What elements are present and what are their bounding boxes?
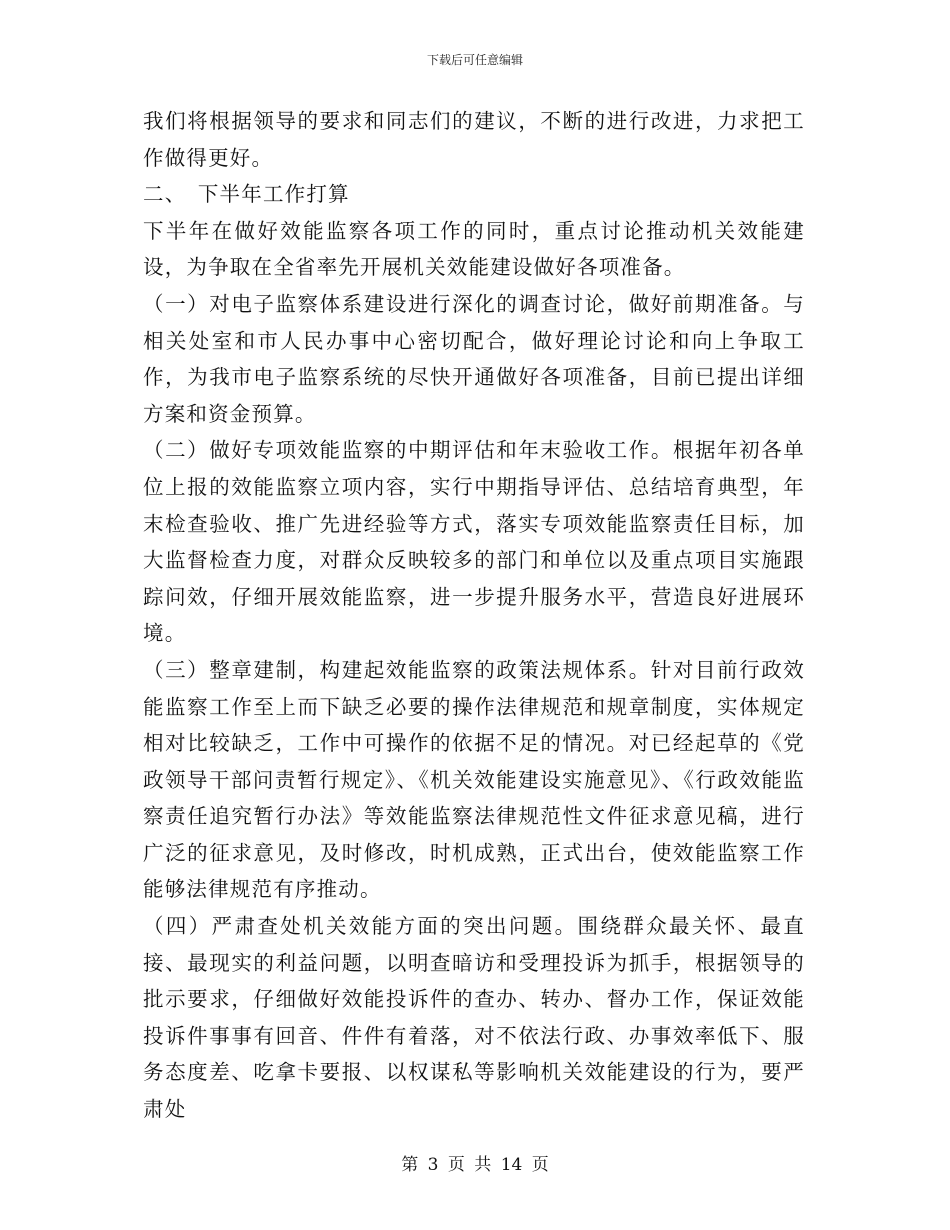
paragraph-overview: 下半年在做好效能监察各项工作的同时，重点讨论推动机关效能建设，为争取在全省率先开展机关效能建设做好各项准备。	[143, 218, 805, 280]
page-header: 下载后可任意编辑	[426, 53, 523, 67]
paragraph-item-4: （四）严肃查处机关效能方面的突出问题。围绕群众最关怀、最直接、最现实的利益问题，以明查暗访和受理投诉为抓手，根据领导的批示要求，仔细做好效能投诉件的查办、转办、督办工作，保证效能投诉件事事有回音、件件有着落，对不依法行政、办事效率低下、服务态度差、吃拿卡要报、以权谋私等影响机关效能建设的行为，要严肃处	[143, 914, 805, 1122]
document-body	[143, 103, 805, 1128]
paragraph-item-3: （三）整章建制，构建起效能监察的政策法规体系。针对目前行政效能监察工作至上而下缺乏必要的操作法律规范和规章制度，实体规定相对比较缺乏，工作中可操作的依据不足的情况。对已经起草的《党政领导干部问责暂行规定》、《机关效能建设实施意见》、《行政效能监察责任追究暂行办法》等效能监察法律规范性文件征求意见稿，进行广泛的征求意见，及时修改，时机成熟，正式出台，使效能监察工作能够法律规范有序推动。	[143, 657, 805, 902]
section-heading: 二、 下半年工作打算	[143, 182, 350, 207]
page-number: 第 3 页 共 14 页	[401, 1155, 549, 1175]
paragraph-intro: 我们将根据领导的要求和同志们的建议，不断的进行改进，力求把工作做得更好。	[143, 109, 805, 170]
paragraph-item-1: （一）对电子监察体系建设进行深化的调查讨论，做好前期准备。与相关处室和市人民办事中心密切配合，做好理论讨论和向上争取工作，为我市电子监察系统的尽快开通做好各项准备，目前已提出详细方案和资金预算。	[143, 291, 805, 426]
paragraph-item-2: （二）做好专项效能监察的中期评估和年末验收工作。根据年初各单位上报的效能监察立项内容，实行中期指导评估、总结培育典型，年末检查验收、推广先进经验等方式，落实专项效能监察责任目标，加大监督检查力度，对群众反映较多的部门和单位以及重点项目实施跟踪问效，仔细开展效能监察，进一步提升服务水平，营造良好进展环境。	[143, 438, 805, 646]
